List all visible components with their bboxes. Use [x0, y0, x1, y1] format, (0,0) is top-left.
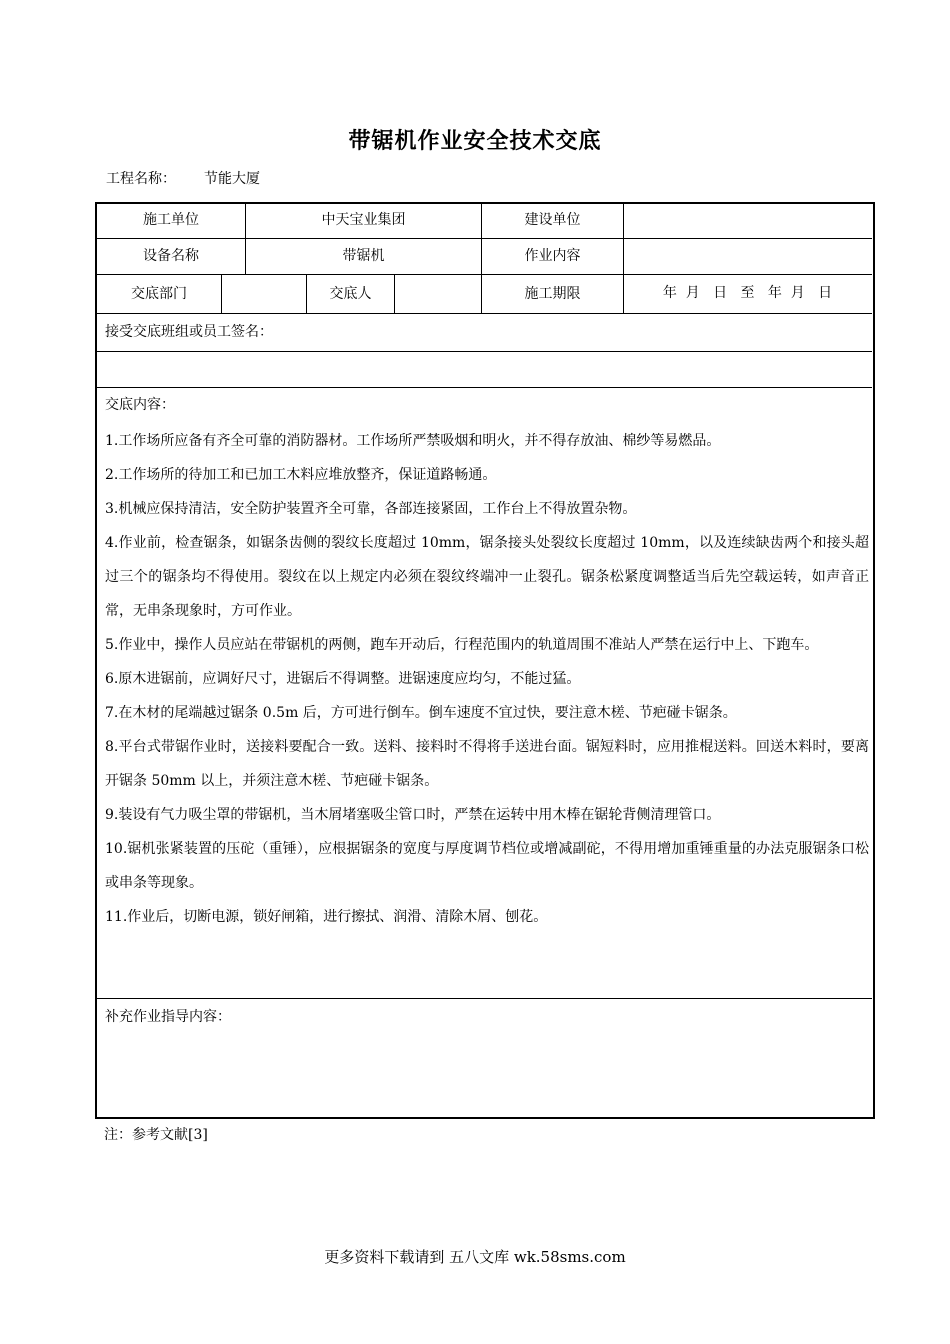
row-divider [96, 998, 872, 999]
discloser-label: 交底人 [329, 286, 372, 302]
project-value: 节能大厦 [204, 171, 260, 187]
footer-link[interactable]: 更多资料下载请到 五八文库 wk.58sms.com [324, 1248, 626, 1266]
list-item: 6.原木进锯前，应调好尺寸，进锯后不得调整。进锯速度应均匀，不能过猛。 [105, 671, 581, 687]
row-divider [96, 274, 872, 275]
list-item: 9.装设有气力吸尘罩的带锯机，当木屑堵塞吸尘管口时，严禁在运转中用木棒在锯轮背侧清理管口。 [105, 807, 721, 823]
row-divider [96, 238, 872, 239]
signature-label: 接受交底班组或员工签名： [105, 324, 273, 340]
list-item: 3.机械应保持清洁，安全防护装置齐全可靠，各部连接紧固，工作台上不得放置杂物。 [105, 501, 637, 517]
construction-unit-label: 施工单位 [143, 212, 199, 228]
list-item: 1.工作场所应备有齐全可靠的消防器材。工作场所严禁吸烟和明火，并不得存放油、棉纱等易燃品。 [105, 433, 721, 449]
row-divider [96, 387, 872, 388]
list-item: 7.在木材的尾端越过锯条 0.5m 后，方可进行倒车。倒车速度不宜过快，要注意木槎、节疤碰卡锯条。 [105, 705, 737, 721]
equipment-name-label: 设备名称 [143, 248, 199, 264]
list-item: 11.作业后，切断电源，锁好闸箱，进行擦拭、润滑、清除木屑、刨花。 [105, 909, 548, 925]
list-item: 8.平台式带锯作业时，送接料要配合一致。送料、接料时不得将手送进台面。锯短料时，应用推棍送料。回送木料时，要离开锯条 50mm 以上，并须注意木槎、节疤碰卡锯条。 [105, 739, 869, 789]
list-item: 4.作业前，检查锯条，如锯条齿侧的裂纹长度超过 10mm，锯条接头处裂纹长度超过 10mm，以及连续缺齿两个和接头超过三个的锯条均不得使用。裂纹在以上规定内必须在裂纹终端冲一止裂孔。锯条松紧度调整适当后先空载运转，如声音正常，无串条现象时，方可作业。 [105, 535, 869, 619]
department-label: 交底部门 [131, 286, 187, 302]
construction-unit-value: 中天宝业集团 [321, 212, 406, 228]
document-title: 带锯机作业安全技术交底 [348, 129, 602, 154]
reference-note: 注：参考文献[3] [104, 1127, 208, 1143]
owner-unit-label: 建设单位 [524, 212, 581, 228]
row-divider [96, 351, 872, 352]
list-item: 2.工作场所的待加工和已加工木料应堆放整齐，保证道路畅通。 [105, 467, 497, 483]
project-label: 工程名称： [106, 171, 176, 187]
work-content-label: 作业内容 [524, 248, 581, 264]
list-item: 5.作业中，操作人员应站在带锯机的两侧，跑车开动后，行程范围内的轨道周围不准站人严禁在运行中上、下跑车。 [105, 637, 819, 653]
disclosure-items [105, 424, 869, 934]
project-line [106, 168, 260, 188]
list-item: 10.锯机张紧装置的压砣（重锤），应根据锯条的宽度与厚度调节档位或增减副砣，不得用增加重锤重量的办法克服锯条口松或串条等现象。 [105, 841, 869, 891]
row-divider [96, 313, 872, 314]
construction-period-label: 施工期限 [524, 286, 581, 302]
column-divider [221, 274, 222, 313]
supplement-label: 补充作业指导内容： [105, 1009, 231, 1025]
content-label: 交底内容： [105, 397, 175, 413]
construction-period-value: 年 月 日 至 年 月 日 [662, 285, 833, 301]
equipment-name-value: 带锯机 [342, 248, 385, 264]
column-divider [394, 274, 395, 313]
